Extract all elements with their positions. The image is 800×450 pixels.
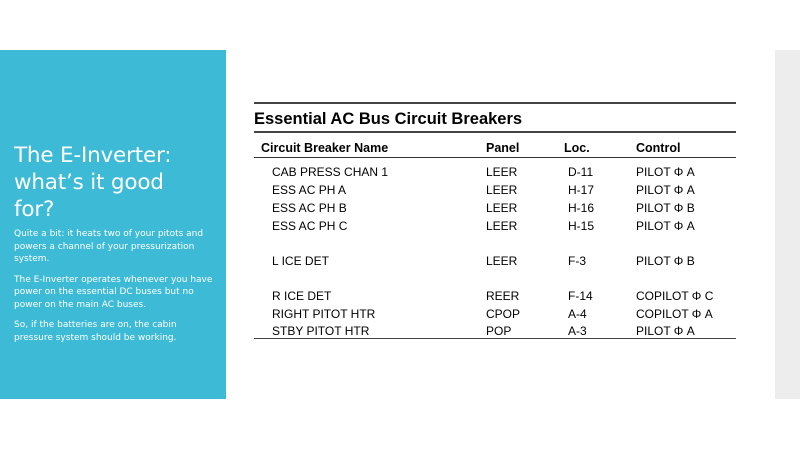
table-row bbox=[254, 163, 736, 181]
cell-panel: POP bbox=[486, 324, 512, 338]
cell-control: PILOT Φ B bbox=[636, 201, 695, 215]
table-row bbox=[254, 199, 736, 217]
cell-panel: CPOP bbox=[486, 307, 521, 321]
cell-panel: LEER bbox=[486, 165, 518, 179]
cell-name: CAB PRESS CHAN 1 bbox=[272, 165, 389, 179]
cell-control: PILOT Φ B bbox=[636, 254, 695, 268]
cell-loc: D-11 bbox=[568, 165, 594, 179]
cell-loc: F-14 bbox=[568, 289, 593, 303]
body-paragraph-1: Quite a bit: it heats two of your pitots and powers a channel of your pressurization system. bbox=[14, 229, 204, 264]
table-row bbox=[254, 287, 736, 305]
header-name: Circuit Breaker Name bbox=[261, 141, 389, 155]
cell-loc: A-3 bbox=[568, 324, 587, 338]
cell-loc: H-16 bbox=[568, 201, 595, 215]
cell-name: ESS AC PH B bbox=[272, 201, 347, 215]
cell-control: PILOT Φ A bbox=[636, 219, 695, 233]
cell-name: ESS AC PH C bbox=[272, 219, 348, 233]
cell-panel: LEER bbox=[486, 219, 518, 233]
header-control: Control bbox=[636, 141, 681, 155]
cell-name: ESS AC PH A bbox=[272, 183, 347, 197]
table-header-row bbox=[254, 133, 736, 157]
sidebar-panel bbox=[0, 50, 226, 399]
header-panel: Panel bbox=[486, 141, 520, 155]
cell-control: COPILOT Φ C bbox=[636, 289, 714, 303]
body-paragraph-3: So, if the batteries are on, the cabin pressure system should be working. bbox=[14, 320, 177, 343]
side-strip bbox=[775, 50, 800, 399]
table-title: Essential AC Bus Circuit Breakers bbox=[254, 110, 523, 128]
slide-title: The E-Inverter: what’s it good for? bbox=[14, 143, 172, 222]
table-row bbox=[254, 322, 736, 340]
cell-loc: F-3 bbox=[568, 254, 586, 268]
table-row bbox=[254, 181, 736, 199]
cell-name: STBY PITOT HTR bbox=[272, 324, 370, 338]
cell-name: R ICE DET bbox=[272, 289, 332, 303]
header-loc: Loc. bbox=[564, 141, 590, 155]
cell-control: PILOT Φ A bbox=[636, 324, 695, 338]
cell-loc: A-4 bbox=[568, 307, 587, 321]
cell-name: RIGHT PITOT HTR bbox=[272, 307, 376, 321]
body-paragraph-2: The E-Inverter operates whenever you have power on the essential DC buses but no power on the main AC buses. bbox=[14, 274, 213, 310]
cell-loc: H-15 bbox=[568, 219, 595, 233]
cell-panel: LEER bbox=[486, 183, 518, 197]
cell-control: COPILOT Φ A bbox=[636, 307, 713, 321]
table-row bbox=[254, 305, 736, 323]
cell-control: PILOT Φ A bbox=[636, 183, 695, 197]
cell-loc: H-17 bbox=[568, 183, 595, 197]
circuit-breaker-table bbox=[254, 102, 736, 339]
table-body bbox=[254, 158, 736, 338]
table-row bbox=[254, 252, 736, 270]
cell-panel: REER bbox=[486, 289, 520, 303]
cell-panel: LEER bbox=[486, 201, 518, 215]
cell-control: PILOT Φ A bbox=[636, 165, 695, 179]
cell-panel: LEER bbox=[486, 254, 518, 268]
table-row bbox=[254, 217, 736, 235]
cell-name: L ICE DET bbox=[272, 254, 329, 268]
